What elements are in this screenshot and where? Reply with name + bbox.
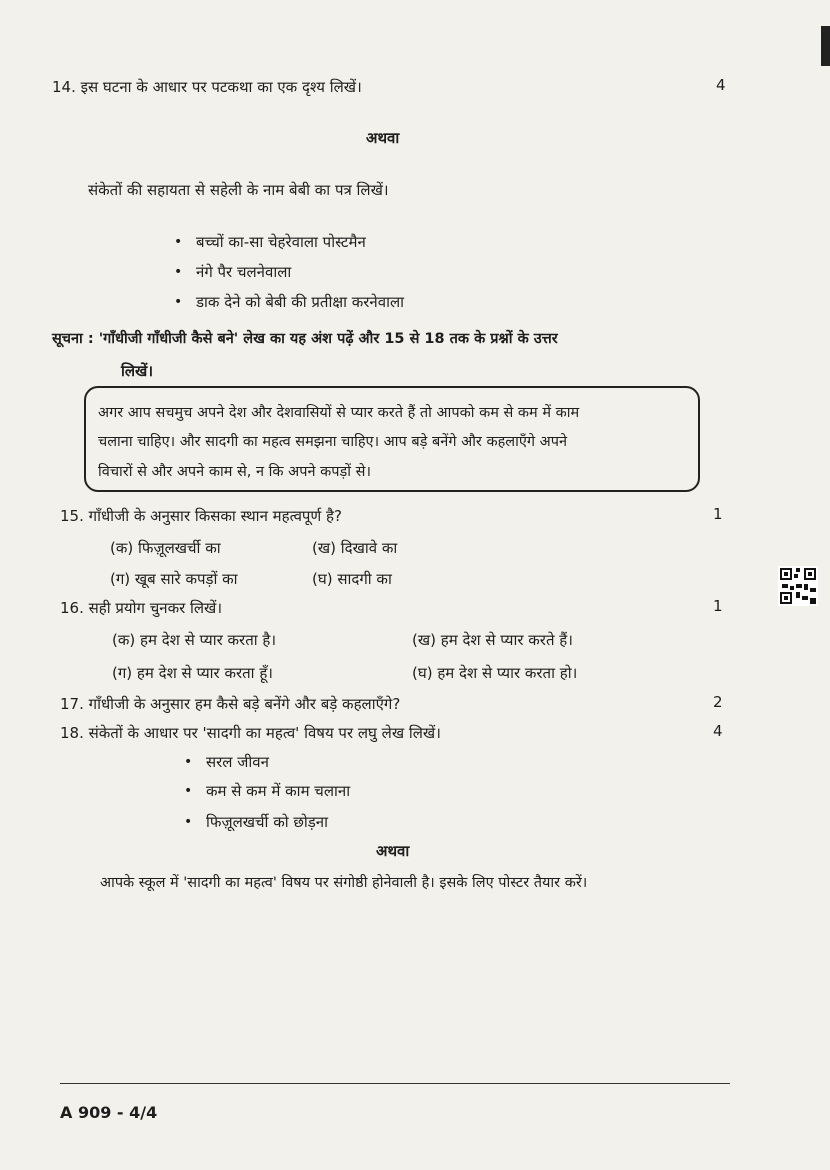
notice-instruction-cont: लिखें। [121,362,154,380]
passage-line: विचारों से और अपने काम से, न कि अपने कपड़ों से। [98,464,371,480]
hint-point: सरल जीवन [206,753,269,771]
bullet-icon: • [174,234,183,250]
bullet-icon: • [184,754,193,770]
footer-divider [60,1083,730,1084]
bullet-icon: • [184,783,193,799]
question-14-marks: 4 [716,76,726,94]
paper-code: A 909 - 4/4 [60,1103,158,1122]
question-18-alternative: आपके स्कूल में 'सादगी का महत्व' विषय पर संगोष्ठी होनेवाली है। इसके लिए पोस्टर तैयार करें। [100,875,588,891]
hint-point: डाक देने को बेबी की प्रतीक्षा करनेवाला [196,293,405,311]
question-14-alternative: संकेतों की सहायता से सहेली के नाम बेबी का पत्र लिखें। [88,181,389,199]
hint-point: बच्चों का-सा चेहरेवाला पोस्टमैन [196,233,366,251]
notice-instruction: सूचना : 'गाँधीजी गाँधीजी कैसे बने' लेख का यह अंश पढ़ें और 15 से 18 तक के प्रश्नों के उत्तर [52,331,558,347]
or-heading: अथवा [366,129,400,147]
question-17: 17. गाँधीजी के अनुसार हम कैसे बड़े बनेंगे और बड़े कहलाएँगे? [60,695,401,713]
option: (ग) हम देश से प्यार करता हूँ। [112,664,273,682]
option: (ख) दिखावे का [312,539,398,557]
bullet-icon: • [174,294,183,310]
option: (ख) हम देश से प्यार करते हैं। [412,631,573,649]
bullet-icon: • [174,264,183,280]
question-15: 15. गाँधीजी के अनुसार किसका स्थान महत्वपूर्ण है? [60,507,342,525]
passage-line: चलाना चाहिए। और सादगी का महत्व समझना चाहिए। आप बड़े बनेंगे और कहलाएँगे अपने [98,434,568,450]
page-edge-mark [821,26,830,66]
question-14: 14. इस घटना के आधार पर पटकथा का एक दृश्य लिखें। [52,78,362,96]
option: (घ) हम देश से प्यार करता हो। [412,664,578,682]
bullet-icon: • [184,814,193,830]
option: (क) हम देश से प्यार करता है। [112,631,277,649]
hint-point: फिज़ूलखर्ची को छोड़ना [206,813,329,831]
passage-line: अगर आप सचमुच अपने देश और देशवासियों से प्यार करते हैं तो आपको कम से कम में काम [98,405,580,421]
question-17-marks: 2 [713,693,723,711]
qr-code-icon [778,566,818,606]
hint-point: नंगे पैर चलनेवाला [196,263,292,281]
question-15-marks: 1 [713,505,723,523]
hint-point: कम से कम में काम चलाना [206,782,351,800]
question-16-marks: 1 [713,597,723,615]
question-16: 16. सही प्रयोग चुनकर लिखें। [60,599,222,617]
option: (क) फिज़ूलखर्ची का [110,539,221,557]
question-18-marks: 4 [713,722,723,740]
option: (ग) खूब सारे कपड़ों का [110,570,238,588]
question-18: 18. संकेतों के आधार पर 'सादगी का महत्व' विषय पर लघु लेख लिखें। [60,724,441,742]
or-heading: अथवा [376,842,410,860]
option: (घ) सादगी का [312,570,392,588]
